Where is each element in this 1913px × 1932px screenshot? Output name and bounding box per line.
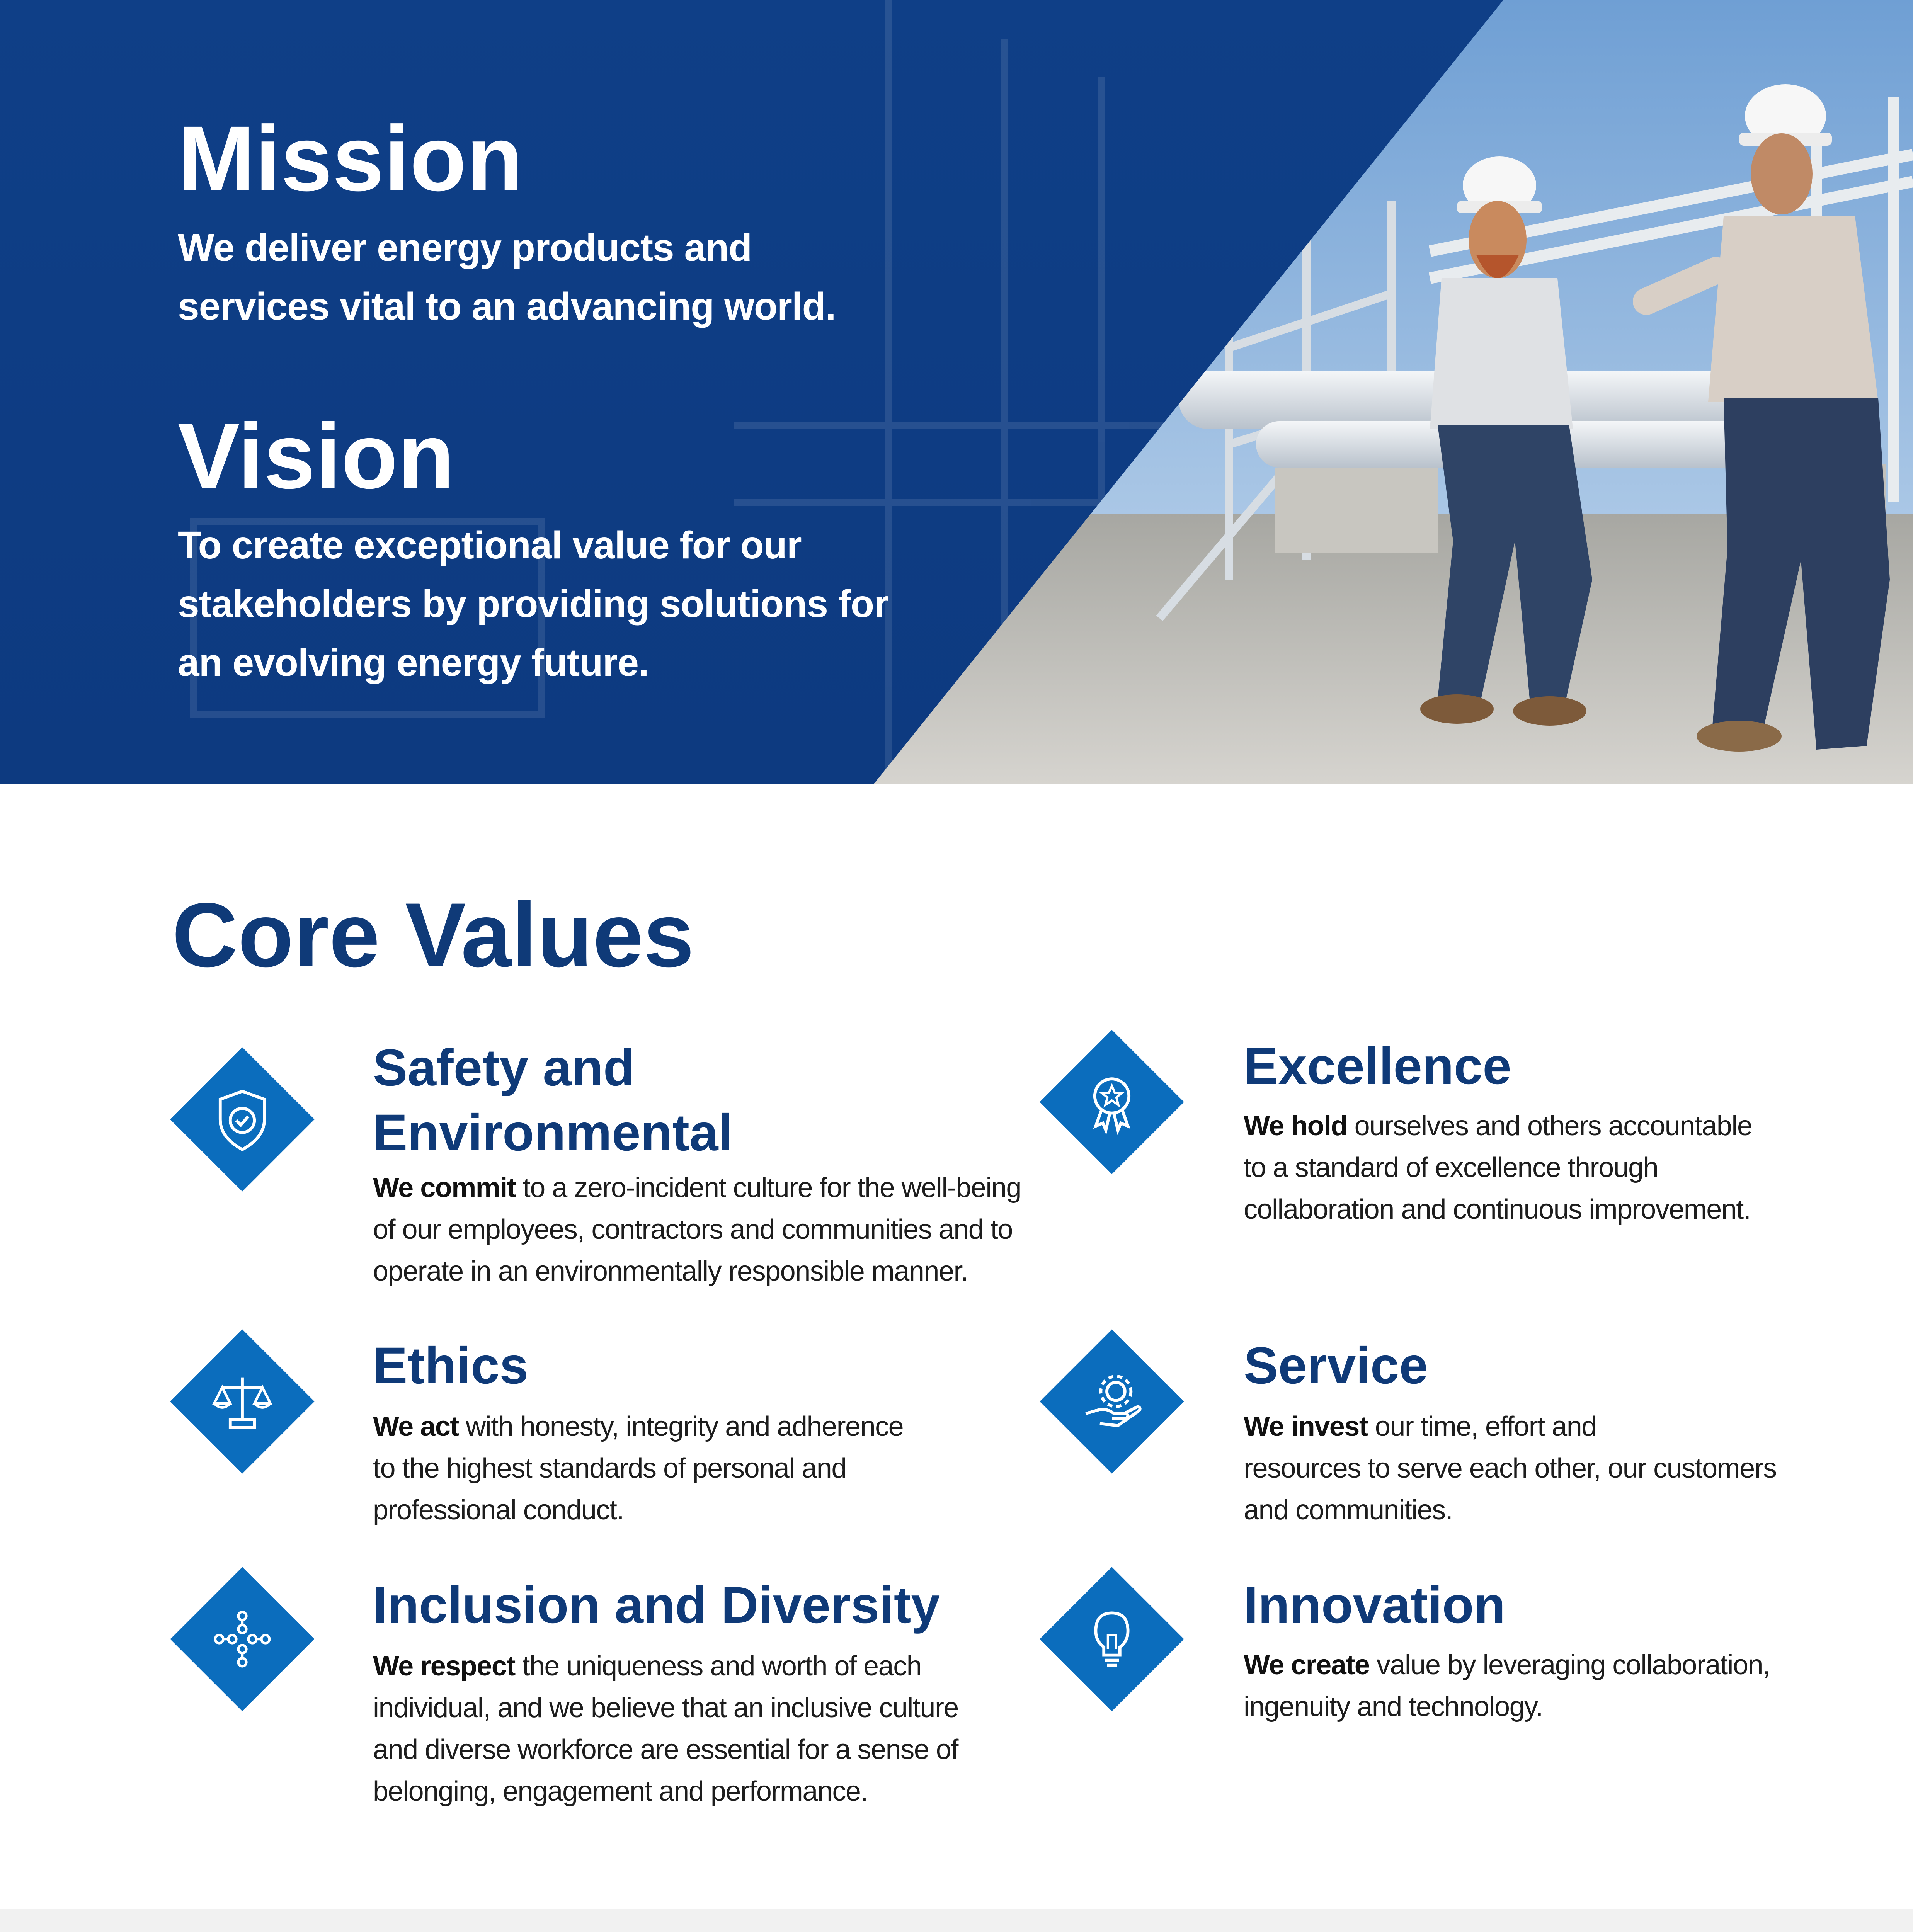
value-description [373, 1167, 1038, 1292]
value-heading: Inclusion and Diversity [373, 1577, 940, 1634]
value-body: the uniqueness and worth of each individual, and we believe that an inclusive culture and diverse workforce are essential for a sense of belonging, engagement and performance. [373, 1651, 958, 1807]
value-heading: Excellence [1244, 1037, 1511, 1095]
lightbulb-icon [1062, 1589, 1162, 1689]
value-heading: Innovation [1244, 1577, 1506, 1634]
value-description [373, 1406, 991, 1531]
value-body: our time, effort and resources to serve each other, our customers and communities. [1244, 1411, 1777, 1526]
value-heading: Ethics [373, 1337, 529, 1395]
mission-title: Mission [178, 107, 523, 210]
value-body: ourselves and others accountable to a standard of excellence through collaboration and continuous improvement. [1244, 1111, 1752, 1225]
hero-banner [0, 0, 1913, 784]
people-network-icon [192, 1589, 293, 1689]
core-values-title: Core Values [172, 884, 694, 986]
vision-title: Vision [178, 404, 454, 508]
value-heading: Safety and Environmental [373, 1039, 733, 1162]
value-description [373, 1645, 1030, 1812]
shield-check-icon [192, 1069, 293, 1170]
scales-icon [192, 1351, 293, 1452]
value-lead: We invest [1244, 1411, 1368, 1442]
award-ribbon-icon [1062, 1052, 1162, 1152]
value-body: to a zero-incident culture for the well-being of our employees, contractors and communities and to operate in an environmentally responsible manner. [373, 1172, 1021, 1287]
value-description [1244, 1105, 1862, 1230]
value-lead: We act [373, 1411, 459, 1442]
vision-text: To create exceptional value for our stakeholders by providing solutions for an evolving energy future. [178, 524, 889, 684]
value-lead: We hold [1244, 1111, 1348, 1141]
mission-text: We deliver energy products and services vital to an advancing world. [178, 226, 836, 328]
value-description [1244, 1644, 1862, 1728]
value-description [1244, 1406, 1862, 1531]
value-lead: We respect [373, 1651, 515, 1682]
footer [0, 1909, 1913, 1932]
value-heading: Service [1244, 1337, 1428, 1395]
value-lead: We create [1244, 1650, 1370, 1680]
value-body: with honesty, integrity and adherence to the highest standards of personal and professional conduct. [373, 1411, 904, 1526]
gear-hand-icon [1062, 1351, 1162, 1452]
value-body: value by leveraging collaboration, ingenuity and technology. [1244, 1650, 1770, 1722]
value-lead: We commit [373, 1172, 516, 1203]
